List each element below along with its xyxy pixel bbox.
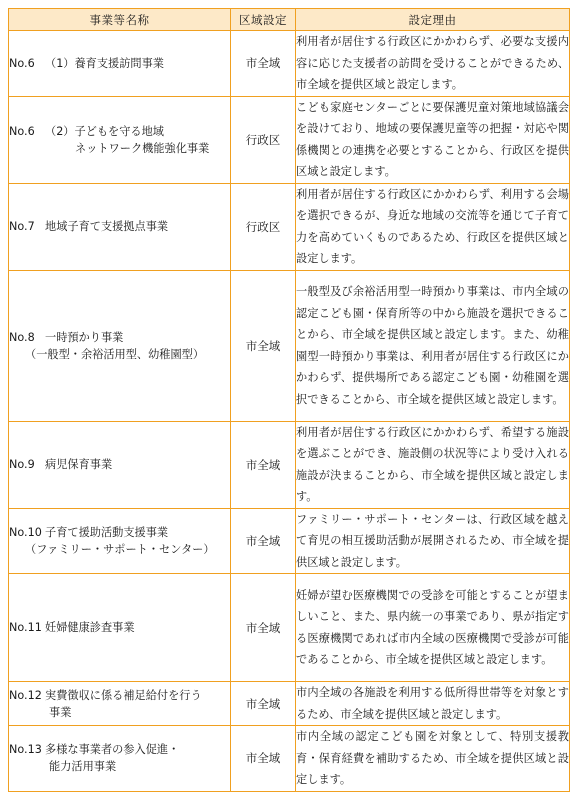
row-name-line: 事業: [49, 705, 72, 719]
row-name-cell: [9, 682, 231, 726]
row-reason-cell: 利用者が居住する行政区にかかわらず、必要な支援内容に応じた支援者の訪問を受けることができるため、市全域を提供区域と設定します。: [296, 31, 570, 97]
header-reason: 設定理由: [296, 9, 570, 31]
row-name-line: （ファミリー・サポート・センター）: [25, 542, 215, 556]
table-row: [9, 682, 570, 726]
row-name-line: 子育て援助活動支援事業: [45, 525, 169, 539]
row-number: No.10: [9, 525, 42, 539]
row-name-cell: [9, 508, 231, 574]
row-name-line: 地域子育て支援拠点事業: [45, 220, 169, 233]
table-row: [9, 270, 570, 421]
row-reason-cell: 一般型及び余裕活用型一時預かり事業は、市内全域の認定こども園・保育所等の中から施設を選択できることから、市全域を提供区域と設定します。また、幼稚園型一時預かり事業は、利用者が居住する行政区にかかわらず、提供場所である認定こども園・幼稚園を選択できることから、市全域を提供区域と設定します。: [296, 270, 570, 421]
row-name-line: （2）子どもを守る地域: [45, 124, 164, 138]
row-area-cell: 市全域: [231, 421, 296, 508]
row-reason-cell: こども家庭センターごとに要保護児童対策地域協議会を設けており、地域の要保護児童等の把握・対応や関係機関との連携を必要とすることから、行政区を提供区域と設定します。: [296, 96, 570, 183]
row-name-line: 病児保育事業: [45, 458, 113, 471]
row-name-line: 能力活用事業: [49, 760, 117, 774]
row-name-line: 妊婦健康診査事業: [45, 621, 135, 634]
row-name-line: 多様な事業者の参入促進・: [45, 743, 180, 757]
row-area-cell: 市全域: [231, 270, 296, 421]
table-header: [9, 9, 570, 31]
row-area-cell: 行政区: [231, 183, 296, 270]
row-name-cell: [9, 270, 231, 421]
row-name-line: （一般型・余裕活用型、幼稚園型）: [25, 347, 205, 361]
row-reason-cell: 妊婦が望む医療機関での受診を可能とすることが望ましいこと、また、県内統一の事業であり、県が指定する医療機関であれば市内全域の医療機関で受診が可能であることから、市全域を提供区域と設定します。: [296, 574, 570, 682]
row-name-cell: [9, 31, 231, 97]
row-number: No.8: [9, 330, 35, 344]
row-number: No.6: [9, 56, 35, 70]
table-row: [9, 726, 570, 792]
service-area-table: [8, 8, 570, 792]
header-row: [9, 9, 570, 31]
row-name-line: 一時預かり事業: [45, 330, 124, 344]
row-reason-cell: ファミリー・サポート・センターは、行政区域を越えて育児の相互援助活動が展開されるため、市全域を提供区域と設定します。: [296, 508, 570, 574]
row-name-line: ネットワーク機能強化事業: [75, 141, 210, 155]
row-name-line: 実費徴収に係る補足給付を行う: [45, 688, 202, 702]
row-reason-cell: 市内全域の各施設を利用する低所得世帯等を対象とするため、市全域を提供区域と設定します。: [296, 682, 570, 726]
row-number: No.7: [9, 220, 35, 233]
row-area-cell: 市全域: [231, 682, 296, 726]
header-name: 事業等名称: [9, 9, 231, 31]
table-row: [9, 574, 570, 682]
row-reason-cell: 市内全域の認定こども園を対象として、特別支援教育・保育経費を補助するため、市全域を提供区域と設定します。: [296, 726, 570, 792]
row-name-cell: [9, 421, 231, 508]
row-area-cell: 行政区: [231, 96, 296, 183]
row-area-cell: 市全域: [231, 574, 296, 682]
row-area-cell: 市全域: [231, 31, 296, 97]
row-name-cell: [9, 96, 231, 183]
table-row: [9, 508, 570, 574]
table-row: [9, 183, 570, 270]
row-area-cell: 市全域: [231, 508, 296, 574]
row-name-cell: [9, 726, 231, 792]
row-reason-cell: 利用者が居住する行政区にかかわらず、希望する施設を選ぶことができ、施設側の状況等により受け入れる施設が決まることから、市全域を提供区域と設定します。: [296, 421, 570, 508]
row-name-cell: [9, 574, 231, 682]
row-number: No.13: [9, 743, 42, 757]
table-body: [9, 31, 570, 792]
table-row: [9, 96, 570, 183]
table-row: [9, 31, 570, 97]
table-row: [9, 421, 570, 508]
header-area: 区域設定: [231, 9, 296, 31]
row-reason-cell: 利用者が居住する行政区にかかわらず、利用する会場を選択できるが、身近な地域の交流等を通じて子育て力を高めていくものであるため、行政区を提供区域と設定します。: [296, 183, 570, 270]
row-name-cell: [9, 183, 231, 270]
row-number: No.6: [9, 124, 35, 138]
row-number: No.12: [9, 688, 42, 702]
row-area-cell: 市全域: [231, 726, 296, 792]
row-name-line: （1）養育支援訪問事業: [45, 56, 164, 70]
row-number: No.11: [9, 621, 42, 634]
row-number: No.9: [9, 458, 35, 471]
